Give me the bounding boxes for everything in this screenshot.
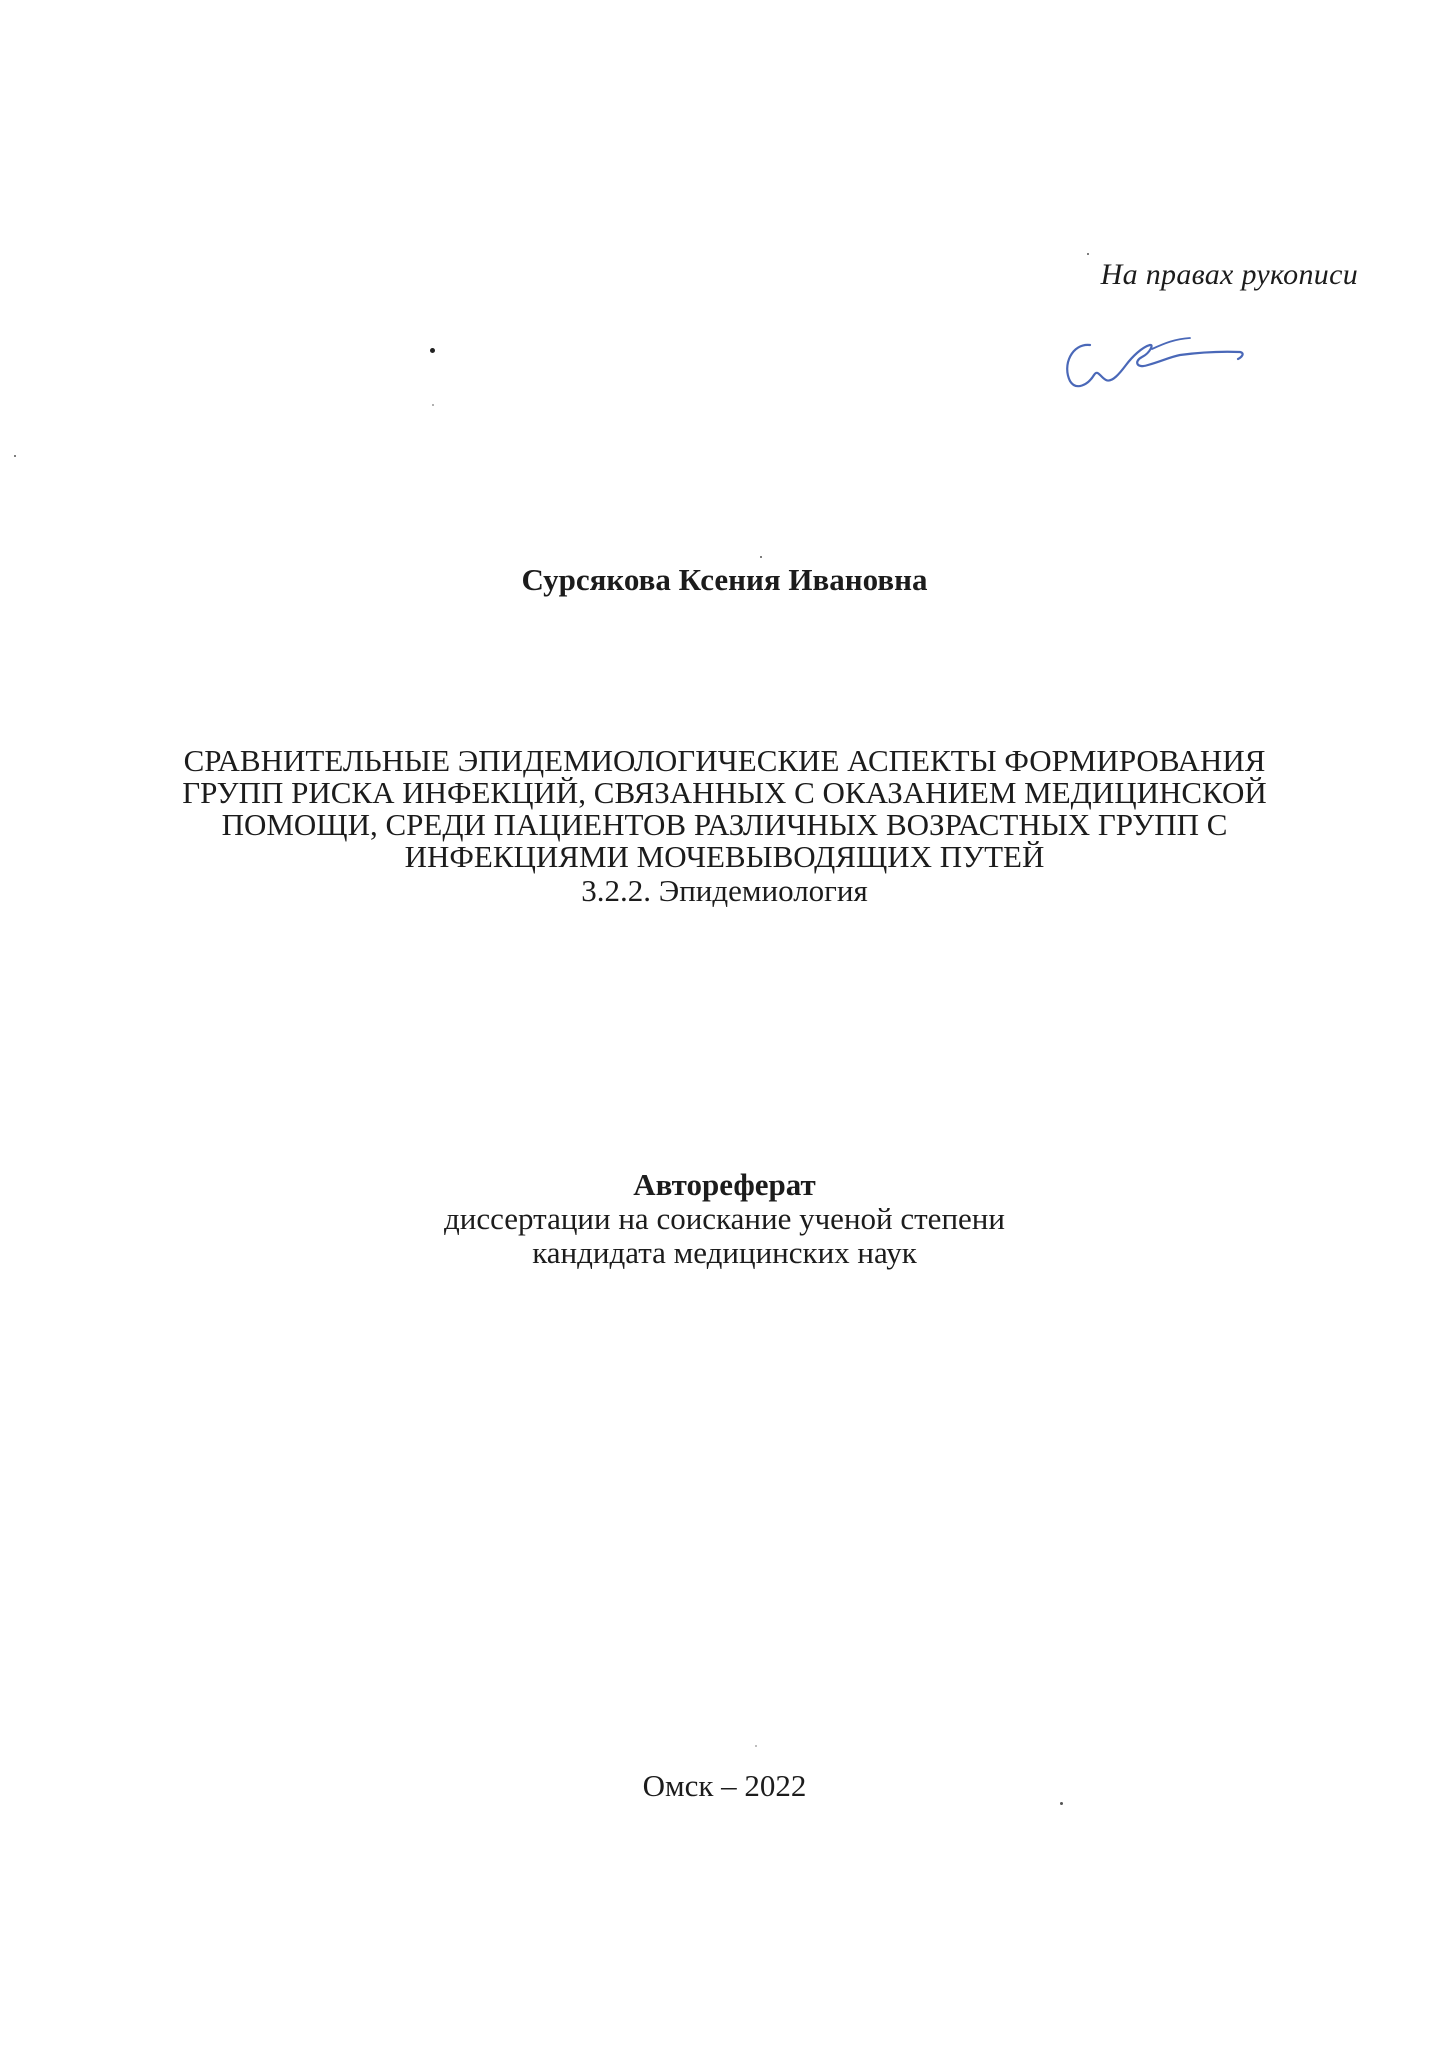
abstract-heading: Автореферат bbox=[633, 1167, 816, 1202]
degree-line: кандидата медицинских наук bbox=[532, 1235, 917, 1270]
rights-note: На правах рукописи bbox=[1100, 258, 1358, 291]
place-and-year: Омск – 2022 bbox=[642, 1768, 807, 1803]
scan-speck bbox=[432, 404, 434, 406]
scan-speck bbox=[14, 455, 16, 457]
abstract-description bbox=[0, 1168, 1449, 1270]
title-line: ИНФЕКЦИЯМИ МОЧЕВЫВОДЯЩИХ ПУТЕЙ bbox=[404, 839, 1045, 874]
scan-speck bbox=[760, 556, 762, 558]
scan-speck bbox=[430, 348, 435, 353]
scan-speck bbox=[1087, 253, 1089, 255]
author-name: Сурсякова Ксения Ивановна bbox=[521, 562, 928, 597]
handwritten-signature bbox=[1050, 325, 1260, 400]
title-line: ПОМОЩИ, СРЕДИ ПАЦИЕНТОВ РАЗЛИЧНЫХ ВОЗРАСТНЫХ ГРУПП С bbox=[221, 807, 1228, 842]
specialty-code: 3.2.2. Эпидемиология bbox=[581, 873, 868, 908]
scan-speck bbox=[1060, 1802, 1063, 1805]
degree-line: диссертации на соискание ученой степени bbox=[444, 1201, 1005, 1236]
title-line: СРАВНИТЕЛЬНЫЕ ЭПИДЕМИОЛОГИЧЕСКИЕ АСПЕКТЫ ФОРМИРОВАНИЯ bbox=[183, 743, 1266, 778]
title-line: ГРУПП РИСКА ИНФЕКЦИЙ, СВЯЗАННЫХ С ОКАЗАНИЕМ МЕДИЦИНСКОЙ bbox=[182, 775, 1267, 810]
scan-speck bbox=[755, 1745, 757, 1747]
dissertation-title bbox=[0, 745, 1449, 907]
